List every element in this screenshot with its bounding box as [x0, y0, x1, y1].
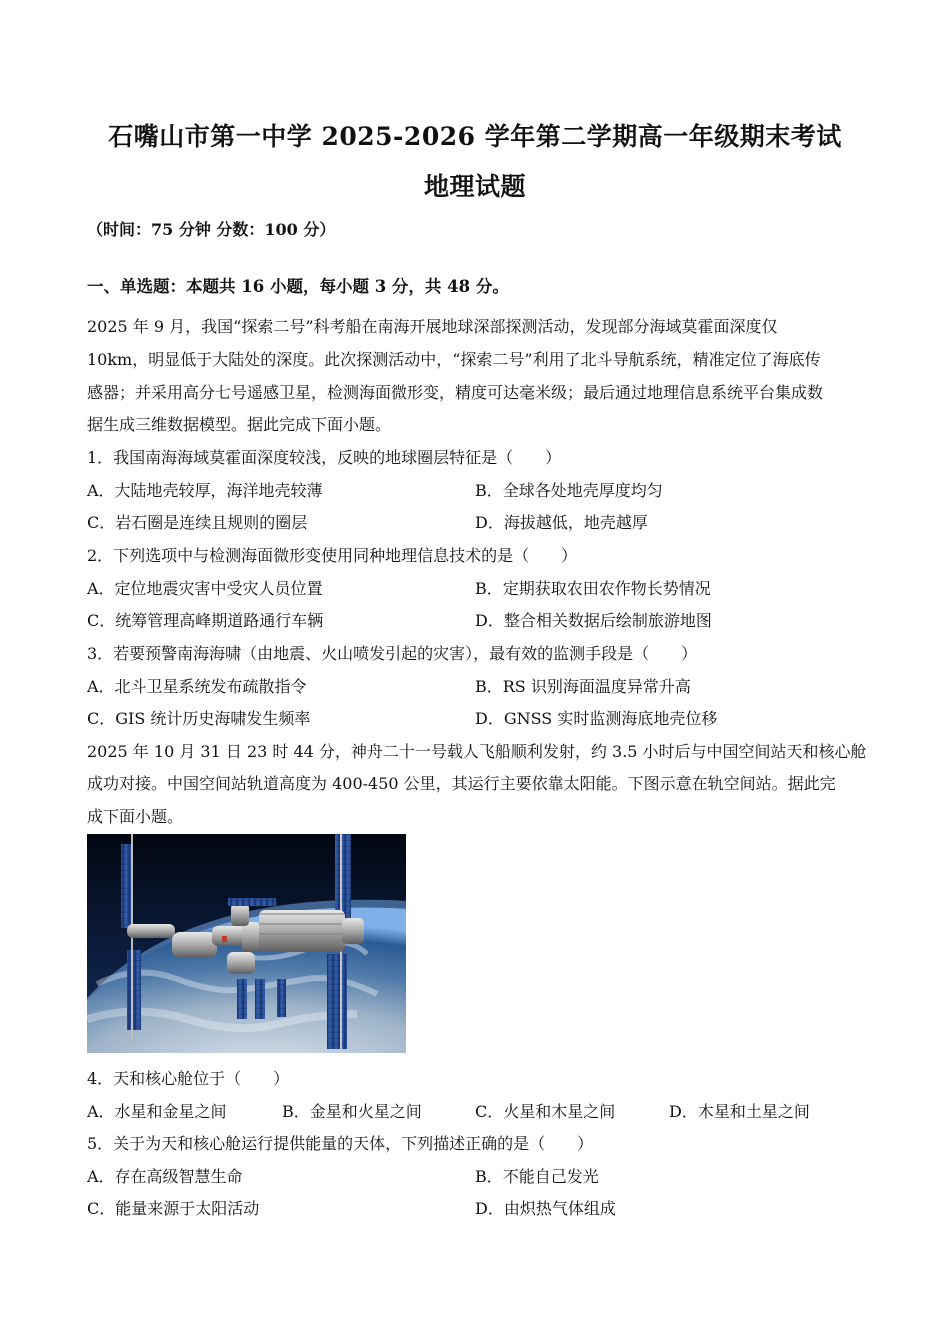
question-1-option-b[interactable]: B．全球各处地壳厚度均匀 — [475, 481, 663, 500]
question-4-option-d[interactable]: D．木星和土星之间 — [669, 1102, 810, 1121]
question-2-option-d[interactable]: D．整合相关数据后绘制旅游地图 — [475, 611, 712, 630]
question-3-stem: 3．若要预警南海海啸（由地震、火山喷发引起的灾害），最有效的监测手段是（ ） — [87, 644, 698, 663]
question-1-option-d[interactable]: D．海拔越低，地壳越厚 — [475, 513, 648, 532]
question-4-option-c[interactable]: C．火星和木星之间 — [475, 1102, 616, 1121]
passage1-line: 感器；并采用高分七号遥感卫星，检测海面微形变，精度可达毫米级；最后通过地理信息系统平台集成数 — [87, 383, 824, 402]
question-3-option-b[interactable]: B．RS 识别海面温度异常升高 — [475, 677, 691, 696]
question-2-option-a[interactable]: A．定位地震灾害中受灾人员位置 — [87, 579, 323, 598]
space-station-image — [87, 834, 406, 1053]
exam-title: 石嘴山市第一中学 2025-2026 学年第二学期高一年级期末考试 — [108, 122, 842, 151]
space-station-illustration — [87, 834, 406, 1053]
question-4-stem: 4．天和核心舱位于（ ） — [87, 1069, 290, 1088]
question-4-option-b[interactable]: B．金星和火星之间 — [282, 1102, 422, 1121]
passage1-line: 10km，明显低于大陆处的深度。此次探测活动中，“探索二号”利用了北斗导航系统，精准定位了海底传 — [87, 350, 821, 369]
exam-subtitle: 地理试题 — [423, 172, 526, 201]
question-3-option-c[interactable]: C．GIS 统计历史海啸发生频率 — [87, 709, 311, 728]
passage2-line: 成功对接。中国空间站轨道高度为 400-450 公里，其运行主要依靠太阳能。下图示意在轨空间站。据此完 — [87, 774, 836, 793]
question-5-option-c[interactable]: C．能量来源于太阳活动 — [87, 1199, 260, 1218]
question-5-option-d[interactable]: D．由炽热气体组成 — [475, 1199, 616, 1218]
passage2-line: 2025 年 10 月 31 日 23 时 44 分，神舟二十一号载人飞船顺利发射，约 3.5 小时后与中国空间站天和核心舱 — [87, 742, 867, 761]
question-2-option-b[interactable]: B．定期获取农田农作物长势情况 — [475, 579, 711, 598]
question-1-stem: 1．我国南海海域莫霍面深度较浅，反映的地球圈层特征是（ ） — [87, 448, 562, 467]
question-5-option-b[interactable]: B．不能自己发光 — [475, 1167, 599, 1186]
question-4-option-a[interactable]: A．水星和金星之间 — [87, 1102, 227, 1121]
question-1-option-a[interactable]: A．大陆地壳较厚，海洋地壳较薄 — [87, 481, 323, 500]
question-5-option-a[interactable]: A．存在高级智慧生命 — [87, 1167, 243, 1186]
question-1-option-c[interactable]: C．岩石圈是连续且规则的圈层 — [87, 513, 308, 532]
passage1-line: 据生成三维数据模型。据此完成下面小题。 — [87, 415, 392, 434]
exam-info: （时间：75 分钟 分数：100 分） — [87, 220, 336, 239]
question-3-option-d[interactable]: D．GNSS 实时监测海底地壳位移 — [475, 709, 718, 728]
question-3-option-a[interactable]: A．北斗卫星系统发布疏散指令 — [87, 677, 307, 696]
passage2-line: 成下面小题。 — [87, 807, 184, 826]
question-5-stem: 5．关于为天和核心舱运行提供能量的天体，下列描述正确的是（ ） — [87, 1134, 594, 1153]
question-2-stem: 2．下列选项中与检测海面微形变使用同种地理信息技术的是（ ） — [87, 546, 578, 565]
passage1-line: 2025 年 9 月，我国“探索二号”科考船在南海开展地球深部探测活动，发现部分海域莫霍面深度仅 — [87, 317, 778, 336]
question-2-option-c[interactable]: C．统筹管理高峰期道路通行车辆 — [87, 611, 324, 630]
section-heading: 一、单选题：本题共 16 小题，每小题 3 分，共 48 分。 — [87, 277, 509, 296]
